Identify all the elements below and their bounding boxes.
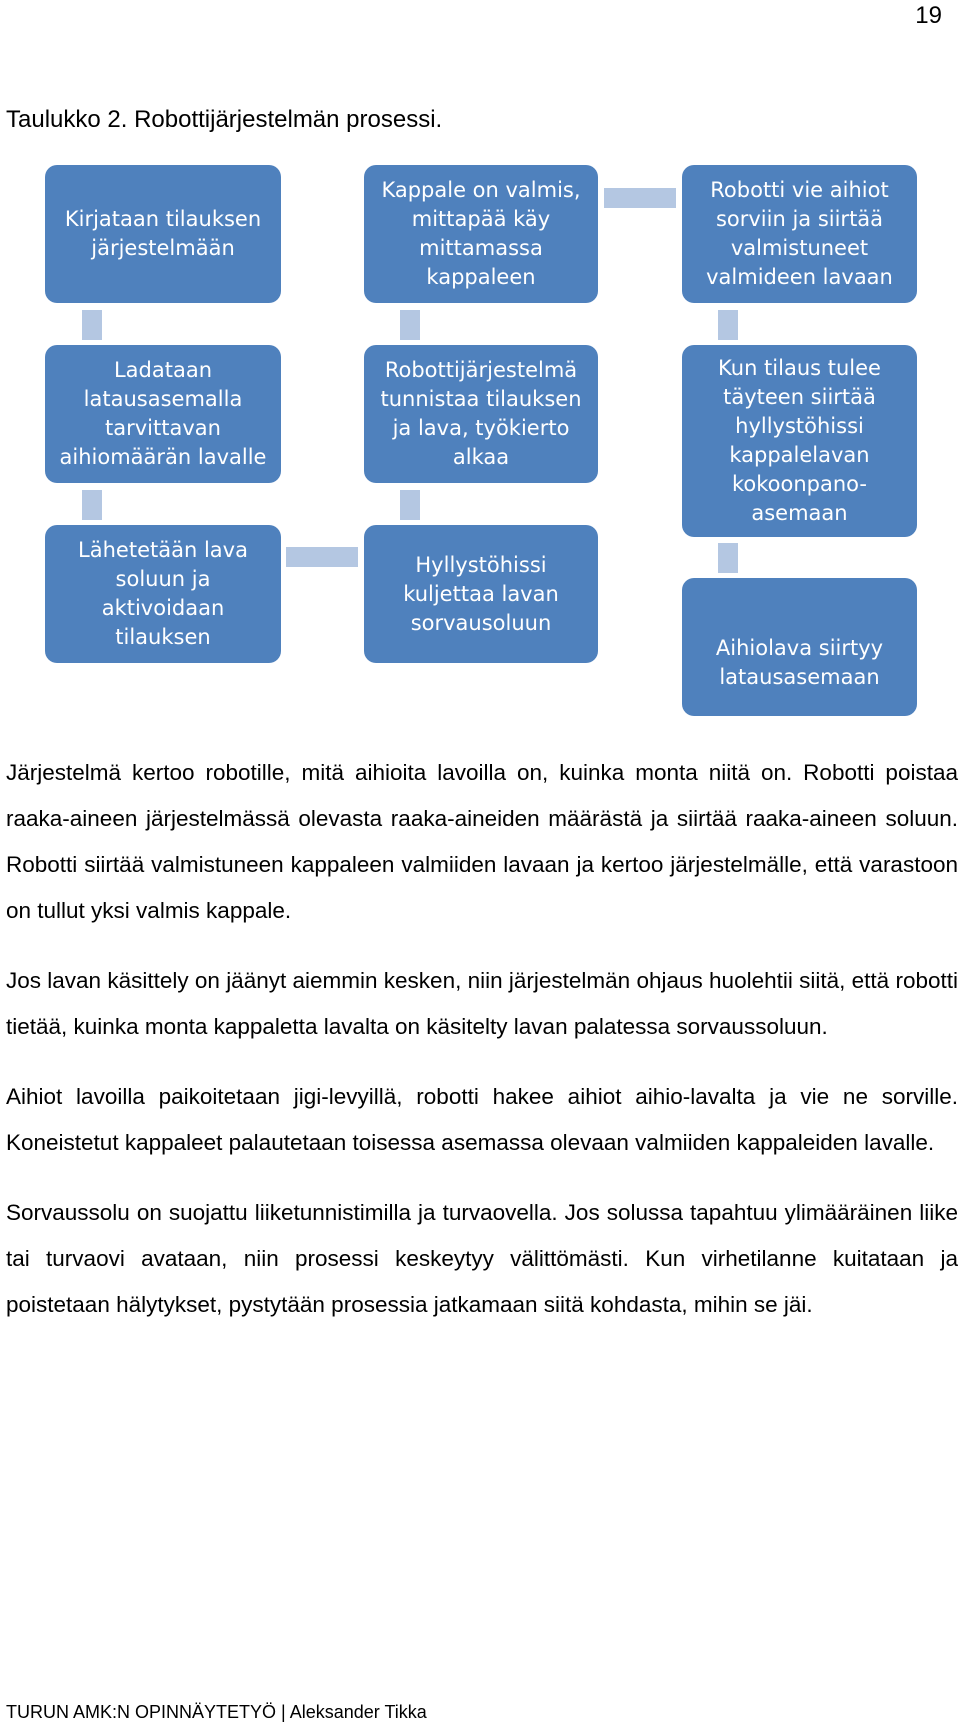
process-step-3: Lähetetään lava soluun ja aktivoidaan tilauksen [45, 525, 281, 663]
paragraph-1: Järjestelmä kertoo robotille, mitä aihioita lavoilla on, kuinka monta niitä on. Robotti poistaa raaka-aineen järjestelmässä olevasta raaka-aineiden määrästä ja siirtää raaka-aineen soluun. Robotti siirtää valmistuneen kappaleen valmiiden lavaan ja kertoo järjestelmälle, että varastoon on tullut yksi valmis kappale. [6, 760, 958, 923]
connector-step1-step2 [82, 310, 102, 340]
connector-step2-step3 [82, 490, 102, 520]
connector-step3-step6 [286, 547, 358, 567]
table-caption: Taulukko 2. Robottijärjestelmän prosessi. [6, 106, 443, 133]
connector-step4-step7 [604, 188, 676, 208]
connector-step8-step9 [718, 543, 738, 573]
process-step-6: Hyllystöhissi kuljettaa lavan sorvausoluun [364, 525, 598, 663]
connector-step4-step5 [400, 310, 420, 340]
paragraph-2: Jos lavan käsittely on jäänyt aiemmin kesken, niin järjestelmän ohjaus huolehtii siitä, että robotti tietää, kuinka monta kappaletta lavalta on käsitelty lavan palatessa sorvaussoluun. [6, 968, 958, 1039]
process-diagram [0, 0, 960, 740]
page-number: 19 [915, 2, 942, 29]
paragraph-3: Aihiot lavoilla paikoitetaan jigi-levyillä, robotti hakee aihiot aihio-lavalta ja vie ne sorville. Koneistetut kappaleet palautetaan toisessa asemassa olevaan valmiiden kappaleiden lavalle. [6, 1084, 958, 1155]
connector-step7-step8 [718, 310, 738, 340]
process-step-7: Robotti vie aihiot sorviin ja siirtää valmistuneet valmideen lavaan [682, 165, 917, 303]
process-step-1: Kirjataan tilauksen järjestelmään [45, 165, 281, 303]
paragraph-4: Sorvaussolu on suojattu liiketunnistimilla ja turvaovella. Jos solussa tapahtuu ylimääräinen liike tai turvaovi avataan, niin prosessi keskeytyy välittömästi. Kun virhetilanne kuitataan ja poistetaan hälytykset, pystytään prosessia jatkamaan siitä kohdasta, mihin se jäi. [6, 1200, 958, 1317]
connector-step5-step6 [400, 490, 420, 520]
process-step-9: Aihiolava siirtyy latausasemaan [682, 578, 917, 716]
process-step-8: Kun tilaus tulee täyteen siirtää hyllystöhissi kappalelavan kokoonpano-asemaan [682, 345, 917, 537]
body-text [6, 750, 958, 1352]
process-step-2: Ladataan latausasemalla tarvittavan aihiomäärän lavalle [45, 345, 281, 483]
process-step-5: Robottijärjestelmä tunnistaa tilauksen ja lava, työkierto alkaa [364, 345, 598, 483]
process-step-4: Kappale on valmis, mittapää käy mittamassa kappaleen [364, 165, 598, 303]
page-footer: TURUN AMK:N OPINNÄYTETYÖ | Aleksander Tikka [6, 1702, 427, 1722]
